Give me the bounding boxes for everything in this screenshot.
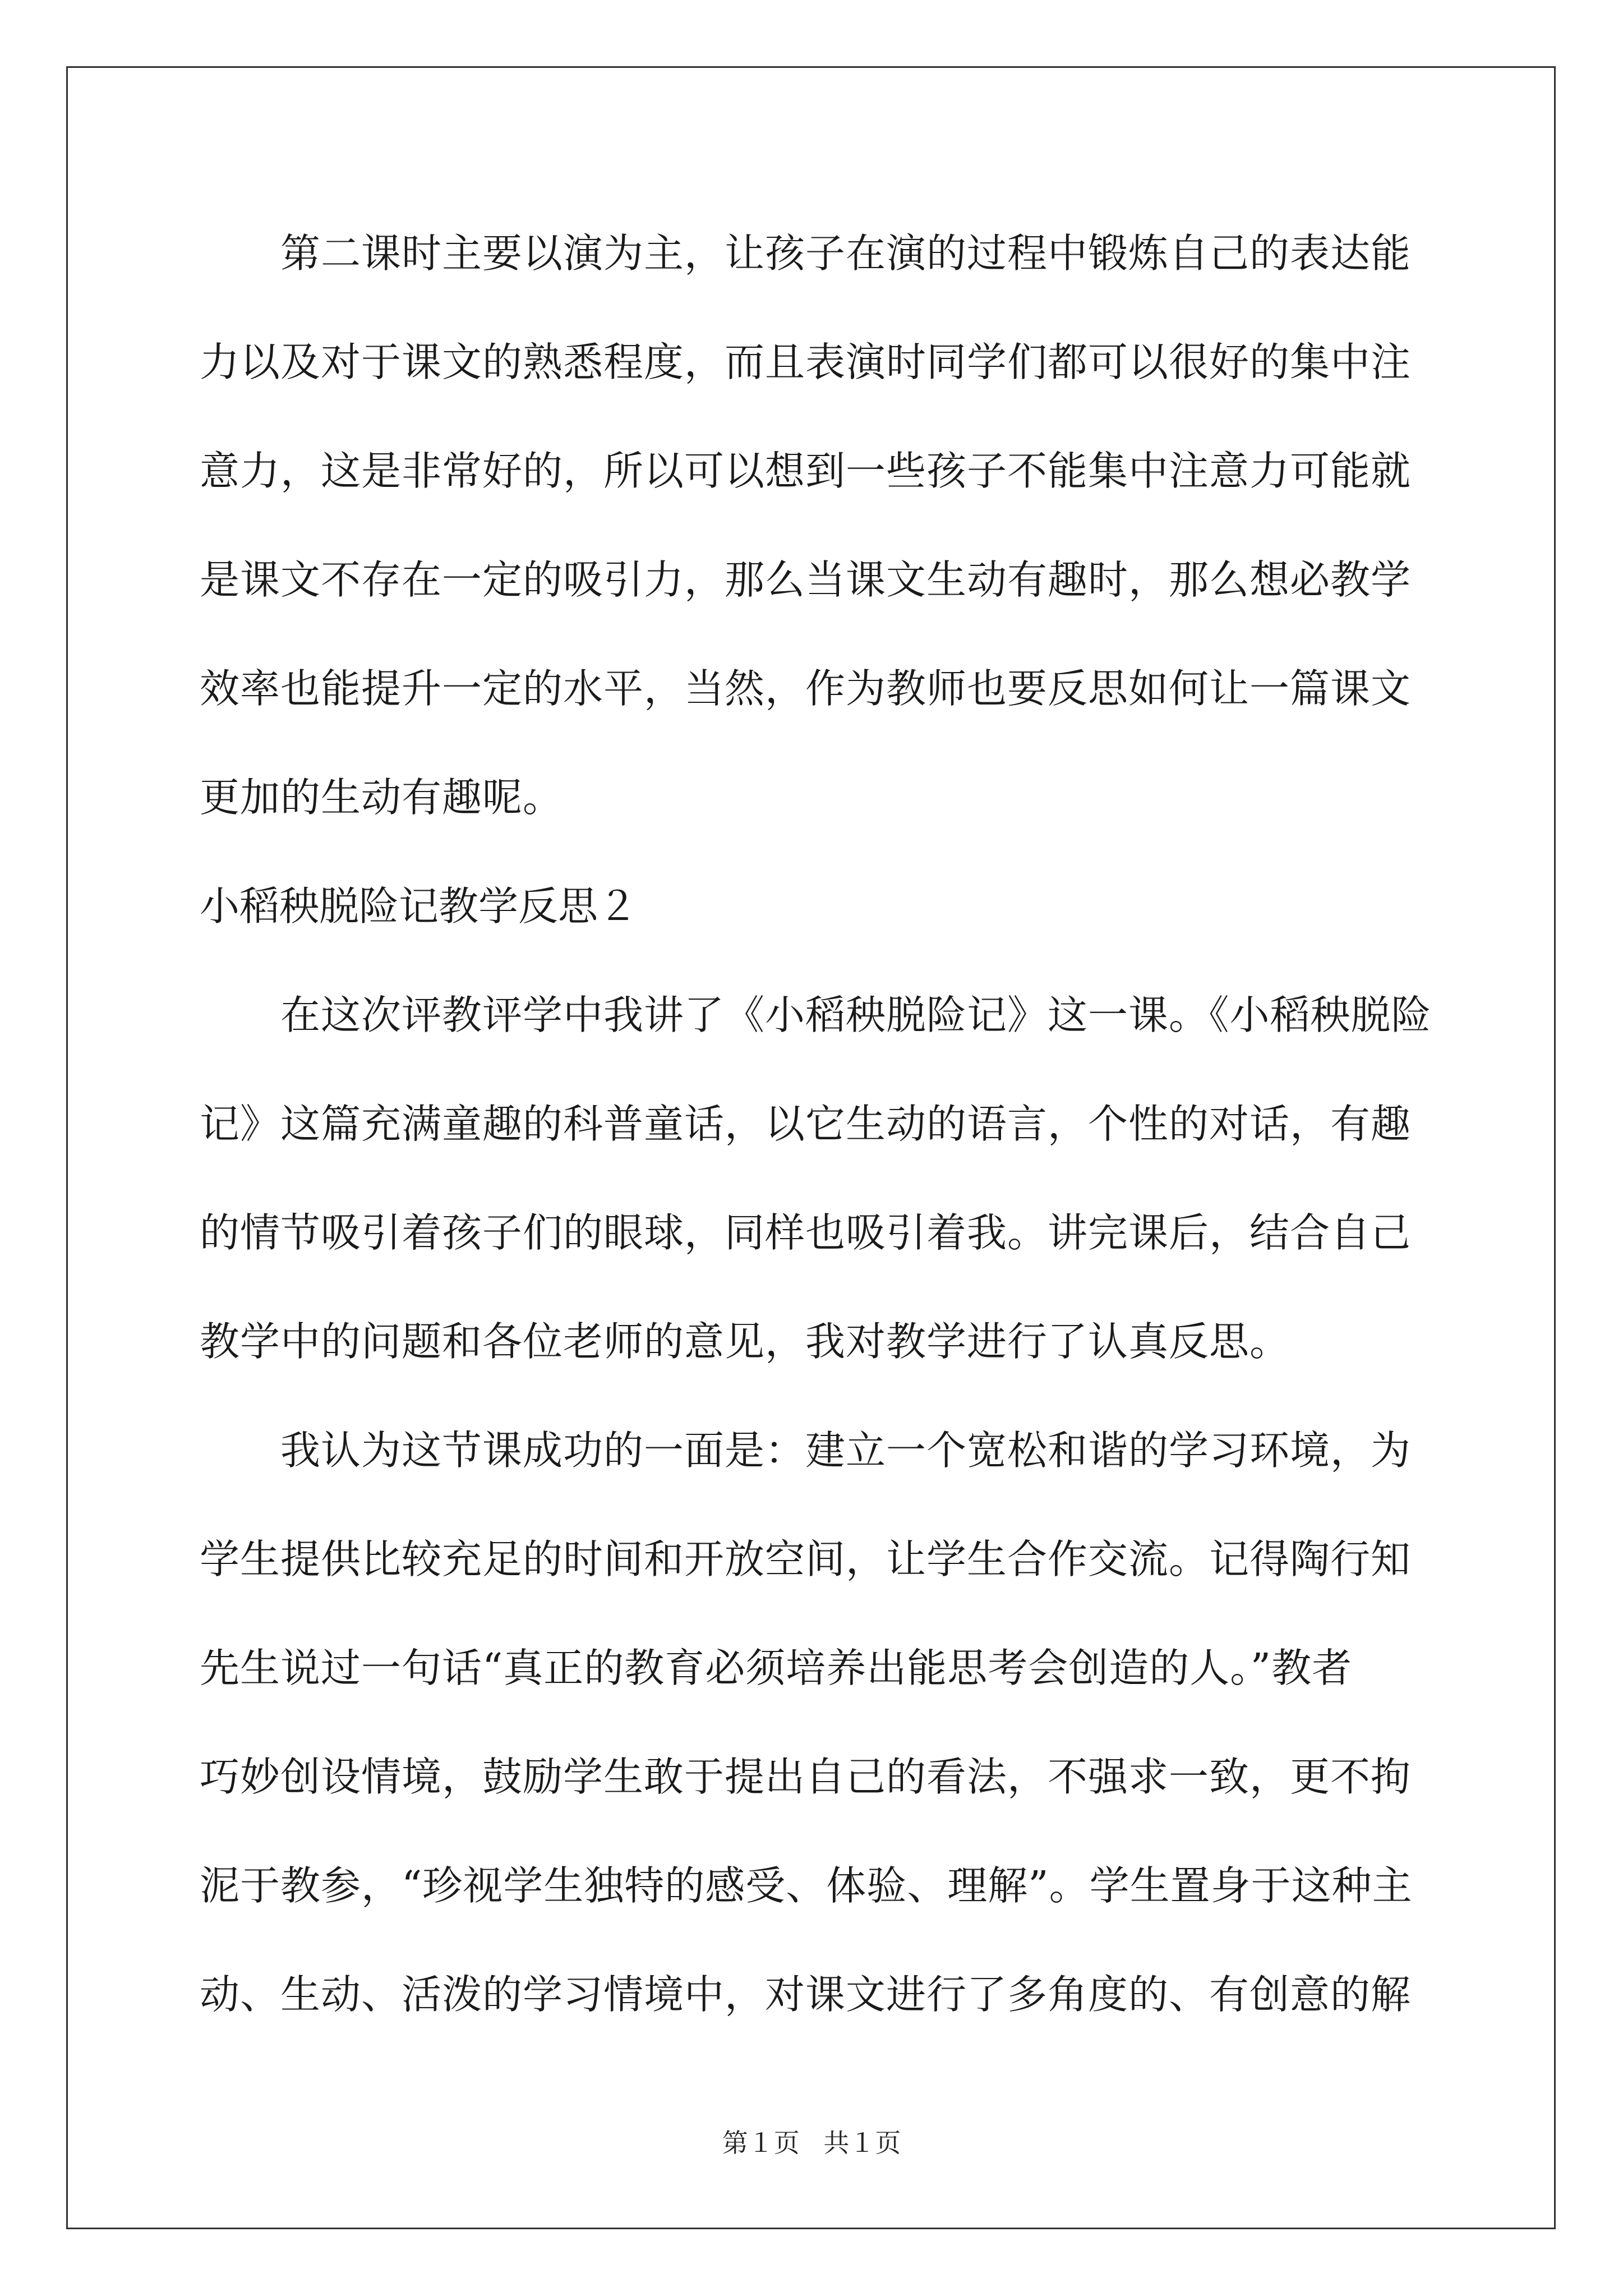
paragraph-1-line-5: 效率也能提升一定的水平，当然，作为教师也要反思如何让一篇课文 <box>200 665 1412 712</box>
paragraph-2-line-4: 教学中的问题和各位老师的意见，我对教学进行了认真反思。 <box>200 1318 1290 1365</box>
paragraph-3-line-2: 学生提供比较充足的时间和开放空间，让学生合作交流。记得陶行知 <box>200 1536 1412 1582</box>
section-heading: 小稻秧脱险记教学反思２ <box>200 883 638 930</box>
page-total: 共１页 <box>823 2128 901 2158</box>
paragraph-3-line-3: 先生说过一句话“真正的教育必须培养出能思考会创造的人。”教者 <box>200 1645 1353 1691</box>
page-footer <box>0 2126 1623 2160</box>
page-number: 第１页 <box>722 2128 800 2158</box>
paragraph-1-line-6: 更加的生动有趣呢。 <box>200 774 564 821</box>
paragraph-1-line-1: 第二课时主要以演为主，让孩子在演的过程中锻炼自己的表达能 <box>200 230 1412 277</box>
paragraph-3-line-5: 泥于教参，“珍视学生独特的感受、体验、理解”。学生置身于这种主 <box>200 1862 1413 1909</box>
paragraph-3-line-6: 动、生动、活泼的学习情境中，对课文进行了多角度的、有创意的解 <box>200 1971 1412 2018</box>
paragraph-3-line-4: 巧妙创设情境，鼓励学生敢于提出自己的看法，不强求一致，更不拘 <box>200 1754 1412 1800</box>
paragraph-1-line-2: 力以及对于课文的熟悉程度，而且表演时同学们都可以很好的集中注 <box>200 339 1412 385</box>
paragraph-2-line-1: 在这次评教评学中我讲了《小稻秧脱险记》这一课。《小稻秧脱险 <box>200 992 1432 1038</box>
paragraph-2-line-3: 的情节吸引着孩子们的眼球，同样也吸引着我。讲完课后，结合自己 <box>200 1209 1412 1256</box>
paragraph-2-line-2: 记》这篇充满童趣的科普童话，以它生动的语言，个性的对话，有趣 <box>200 1101 1412 1147</box>
paragraph-1-line-3: 意力，这是非常好的，所以可以想到一些孩子不能集中注意力可能就 <box>200 448 1412 494</box>
paragraph-3-line-1: 我认为这节课成功的一面是：建立一个宽松和谐的学习环境，为 <box>200 1427 1412 1474</box>
paragraph-1-line-4: 是课文不存在一定的吸引力，那么当课文生动有趣时，那么想必教学 <box>200 556 1412 603</box>
